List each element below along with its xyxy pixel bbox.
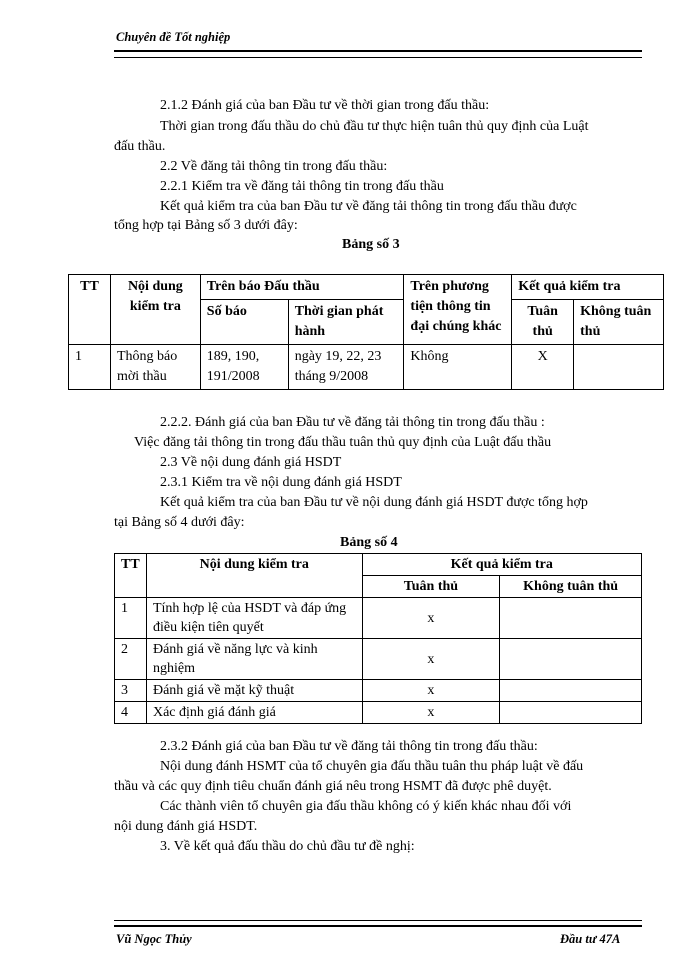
t4-cell-tt: 3 (115, 680, 147, 702)
para-2-3-2: 2.3.2 Đánh giá của ban Đầu tư về đăng tải thông tin trong đấu thầu: (160, 739, 538, 754)
t4-cell-comply: x (362, 598, 500, 639)
table-3 (68, 274, 664, 390)
t4-header-content: Nội dung kiểm tra (146, 554, 362, 598)
para-comply-law: Việc đăng tải thông tin trong đấu thầu tuân thủ quy định của Luật đấu thầu (134, 435, 552, 450)
para-2-1-2: 2.1.2 Đánh giá của ban Đầu tư về thời gian trong đấu thầu: (160, 98, 490, 113)
heading-3: 3. Về kết quả đấu thầu do chủ đầu tư đề nghị: (160, 839, 415, 854)
t4-cell-content: Tính hợp lệ của HSDT và đáp ứng điều kiện tiên quyết (146, 598, 362, 639)
t4-cell-noncomply (500, 639, 642, 680)
t4-cell-tt: 2 (115, 639, 147, 680)
para-members-a: Các thành viên tổ chuyên gia đấu thầu không có ý kiến khác nhau đối với (160, 799, 572, 814)
para-hsmt-a: Nội dung đánh HSMT của tổ chuyên gia đấu thầu tuân thu pháp luật về đấu (160, 759, 584, 774)
heading-2-3-1: 2.3.1 Kiểm tra về nội dung đánh giá HSDT (160, 475, 402, 490)
t4-header-result: Kết quả kiểm tra (362, 554, 641, 576)
t3-cell-issue: 189, 190, 191/2008 (200, 345, 288, 390)
t4-cell-content: Đánh giá về năng lực và kinh nghiệm (146, 639, 362, 680)
footer-author: Vũ Ngọc Thủy (116, 932, 192, 946)
table-row (69, 345, 664, 390)
t3-header-newspaper: Trên báo Đấu thầu (200, 275, 404, 300)
heading-2-2-1: 2.2.1 Kiểm tra về đăng tải thông tin trong đấu thầu (160, 179, 444, 194)
footer-class: Đầu tư 47A (560, 932, 621, 946)
t3-cell-tt: 1 (69, 345, 111, 390)
para-time-b: đấu thầu. (114, 139, 166, 154)
para-result3-a: Kết quả kiểm tra của ban Đầu tư về đăng tải thông tin trong đấu thầu được (160, 199, 577, 214)
para-time-a: Thời gian trong đấu thầu do chủ đầu tư thực hiện tuân thủ quy định của Luật (160, 119, 589, 134)
t4-cell-comply: x (362, 639, 500, 680)
table-row (115, 680, 642, 702)
t3-cell-comply: X (512, 345, 574, 390)
t3-header-noncomply: Không tuân thủ (574, 300, 664, 345)
table-row (115, 702, 642, 724)
header-rule (114, 50, 642, 58)
t3-header-media: Trên phương tiện thông tin đại chúng khác (404, 275, 512, 345)
heading-2-2: 2.2 Về đăng tải thông tin trong đấu thầu: (160, 159, 388, 174)
t3-header-tt: TT (69, 275, 111, 345)
para-result3-b: tổng hợp tại Bảng số 3 dưới đây: (114, 218, 298, 233)
t3-header-time: Thời gian phát hành (288, 300, 404, 345)
t3-header-issue: Số báo (200, 300, 288, 345)
table-4 (114, 553, 642, 724)
t3-cell-media: Không (404, 345, 512, 390)
t4-header-comply: Tuân thủ (362, 576, 500, 598)
t4-cell-comply: x (362, 680, 500, 702)
para-members-b: nội dung đánh giá HSDT. (114, 819, 258, 834)
t3-header-content: Nội dung kiểm tra (110, 275, 200, 345)
table3-caption: Bảng số 3 (342, 237, 400, 252)
t4-header-noncomply: Không tuân thủ (500, 576, 642, 598)
table4-caption: Bảng số 4 (340, 535, 398, 550)
t3-cell-content: Thông báo mời thầu (110, 345, 200, 390)
table-row (115, 639, 642, 680)
t4-cell-tt: 1 (115, 598, 147, 639)
header-title: Chuyên đề Tốt nghiệp (116, 30, 231, 44)
t3-cell-time: ngày 19, 22, 23 tháng 9/2008 (288, 345, 404, 390)
t4-cell-noncomply (500, 702, 642, 724)
footer-rule (114, 920, 642, 927)
heading-2-3: 2.3 Về nội dung đánh giá HSDT (160, 455, 342, 470)
para-result4-a: Kết quả kiểm tra của ban Đầu tư về nội dung đánh giá HSDT được tổng hợp (160, 495, 588, 510)
t4-cell-content: Xác định giá đánh giá (146, 702, 362, 724)
para-2-2-2: 2.2.2. Đánh giá của ban Đầu tư về đăng tải thông tin trong đấu thầu : (160, 415, 545, 430)
t4-cell-noncomply (500, 680, 642, 702)
t3-header-comply: Tuân thủ (512, 300, 574, 345)
table-row (115, 598, 642, 639)
para-hsmt-b: thầu và các quy định tiêu chuẩn đánh giá nêu trong HSMT đã được phê duyệt. (114, 779, 552, 794)
t4-cell-content: Đánh giá về mặt kỹ thuật (146, 680, 362, 702)
t3-cell-noncomply (574, 345, 664, 390)
t4-cell-tt: 4 (115, 702, 147, 724)
t4-cell-noncomply (500, 598, 642, 639)
para-result4-b: tại Bảng số 4 dưới đây: (114, 515, 245, 530)
t4-cell-comply: x (362, 702, 500, 724)
t3-header-result: Kết quả kiểm tra (512, 275, 664, 300)
t4-header-tt: TT (115, 554, 147, 598)
